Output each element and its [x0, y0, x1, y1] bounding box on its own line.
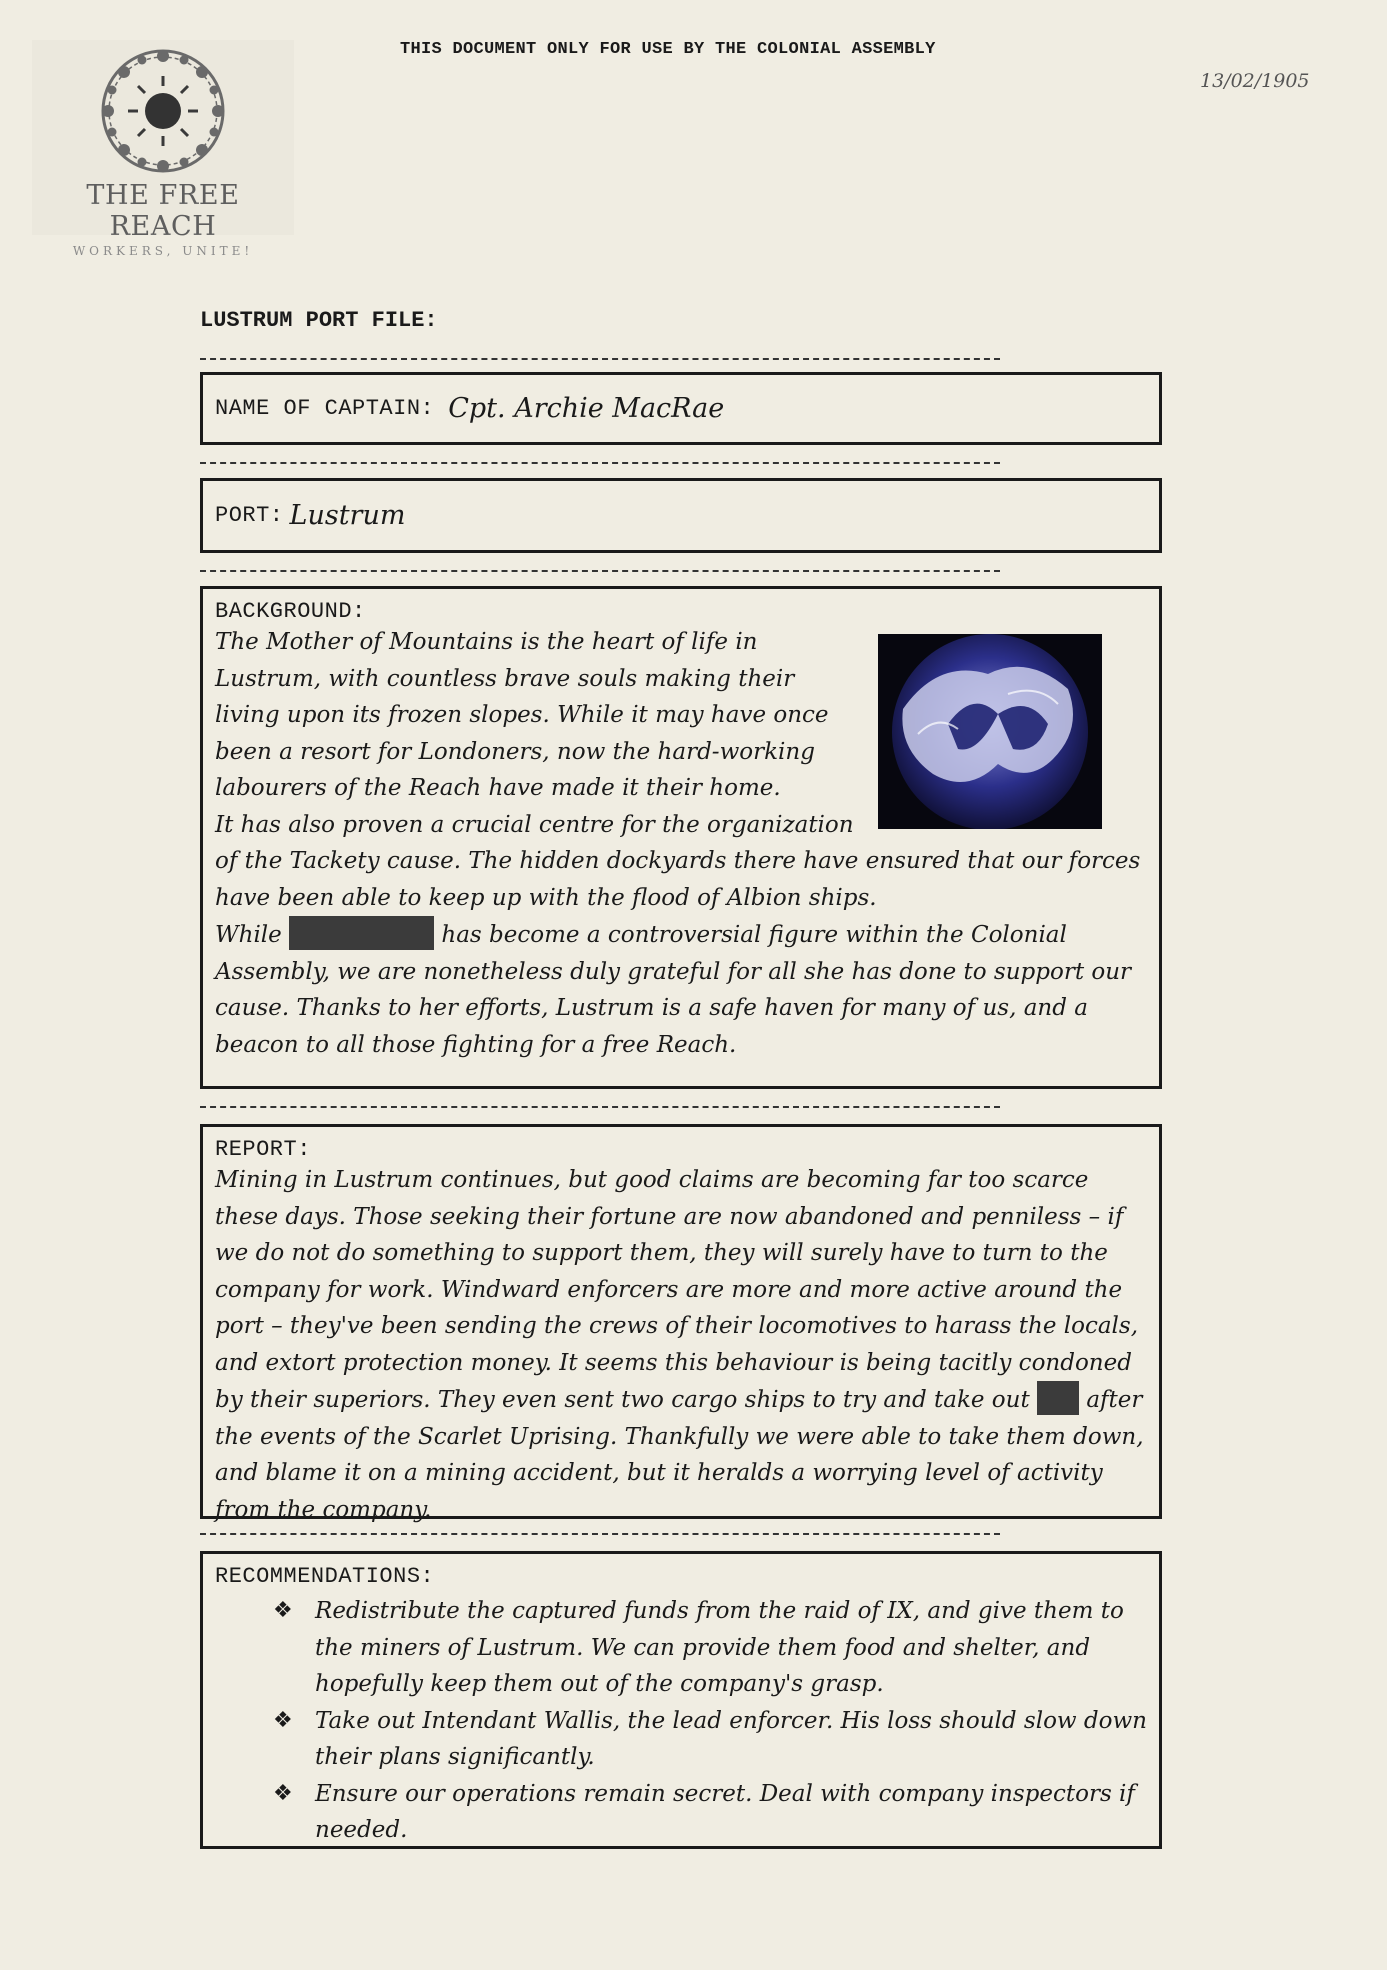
recommendation-text: Ensure our operations remain secret. Deal with company inspectors if needed.	[315, 1780, 1135, 1843]
redaction-bar	[289, 916, 434, 950]
captain-box	[200, 372, 1162, 445]
report-label: REPORT:	[215, 1137, 311, 1162]
divider	[200, 1106, 1000, 1108]
background-text-before-redaction: While	[215, 922, 282, 948]
logo-title: THE FREE REACH	[86, 180, 240, 242]
recommendation-text: Take out Intendant Wallis, the lead enforcer. His loss should slow down their plans significantly.	[315, 1707, 1147, 1770]
report-text-before-redaction: Mining in Lustrum continues, but good claims are becoming far too scarce these days. Those seeking their fortune are now abandoned and penniless – if we do not do something to support them, they will surely have to turn to the company for work. Windward enforcers are more and more active around the port – they've been sending the crews of their locomotives to harass the locals, and extort protection money. It seems this behaviour is being tacitly condoned by their superiors. They even sent two cargo ships to try and take out	[215, 1167, 1139, 1413]
logo-subtitle: WORKERS, UNITE!	[72, 244, 254, 258]
sun-emblem-icon	[98, 46, 228, 176]
diamond-bullet-icon: ❖	[273, 1707, 293, 1733]
port-label: PORT:	[215, 503, 284, 528]
background-box	[200, 586, 1162, 1089]
file-title: LUSTRUM PORT FILE:	[200, 308, 438, 333]
background-paragraph-2: It has also proven a crucial centre for the organization of the Tackety cause. The hidden dockyards there have ensured that our forces have been able to keep up with the flood of Albion ships.	[215, 811, 1141, 911]
recommendation-text: Redistribute the captured funds from the raid of IX, and give them to the miners of Lustrum. We can provide them food and shelter, and hopefully keep them out of the company's grasp.	[315, 1598, 1124, 1697]
classification-notice: THIS DOCUMENT ONLY FOR USE BY THE COLONIAL ASSEMBLY	[400, 40, 936, 59]
recommendations-label: RECOMMENDATIONS:	[215, 1564, 435, 1589]
background-paragraph-3	[215, 916, 1147, 1063]
diamond-bullet-icon: ❖	[273, 1598, 293, 1623]
document-date: 13/02/1905	[1200, 70, 1310, 92]
list-item	[273, 1776, 1147, 1849]
report-box	[200, 1124, 1162, 1523]
divider	[200, 570, 1000, 572]
divider	[200, 1533, 1000, 1535]
report-paragraph	[215, 1162, 1147, 1528]
redaction-bar	[1037, 1381, 1079, 1415]
list-item	[273, 1593, 1147, 1703]
port-box	[200, 478, 1162, 553]
list-item	[273, 1703, 1147, 1776]
recommendations-box	[200, 1551, 1162, 1849]
background-label: BACKGROUND:	[215, 599, 366, 624]
mountain-photo	[878, 634, 1102, 829]
divider	[200, 358, 1000, 360]
diamond-bullet-icon: ❖	[273, 1780, 293, 1806]
divider	[200, 462, 1000, 464]
free-reach-logo	[32, 40, 294, 258]
recommendations-list	[215, 1593, 1147, 1849]
report-text-after-redaction: after the events of the Scarlet Uprising. Thankfully we were able to take them down, and blame it on a mining accident, but it heralds a worrying level of activity from the company.	[215, 1387, 1144, 1523]
captain-name: Cpt. Archie MacRae	[448, 393, 725, 424]
background-text-after-redaction: has become a controversial figure within the Colonial Assembly, we are nonetheless duly grateful for all she has done to support our cause. Thanks to her efforts, Lustrum is a safe haven for many of us, and a beacon to all those fighting for a free Reach.	[215, 922, 1132, 1058]
captain-label: NAME OF CAPTAIN:	[215, 396, 435, 421]
port-name: Lustrum	[289, 500, 406, 531]
background-paragraph-1: The Mother of Mountains is the heart of life in Lustrum, with countless brave souls making their living upon its frozen slopes. While it may have once been a resort for Londoners, now the hard-working labourers of the Reach have made it their home.	[215, 629, 829, 801]
